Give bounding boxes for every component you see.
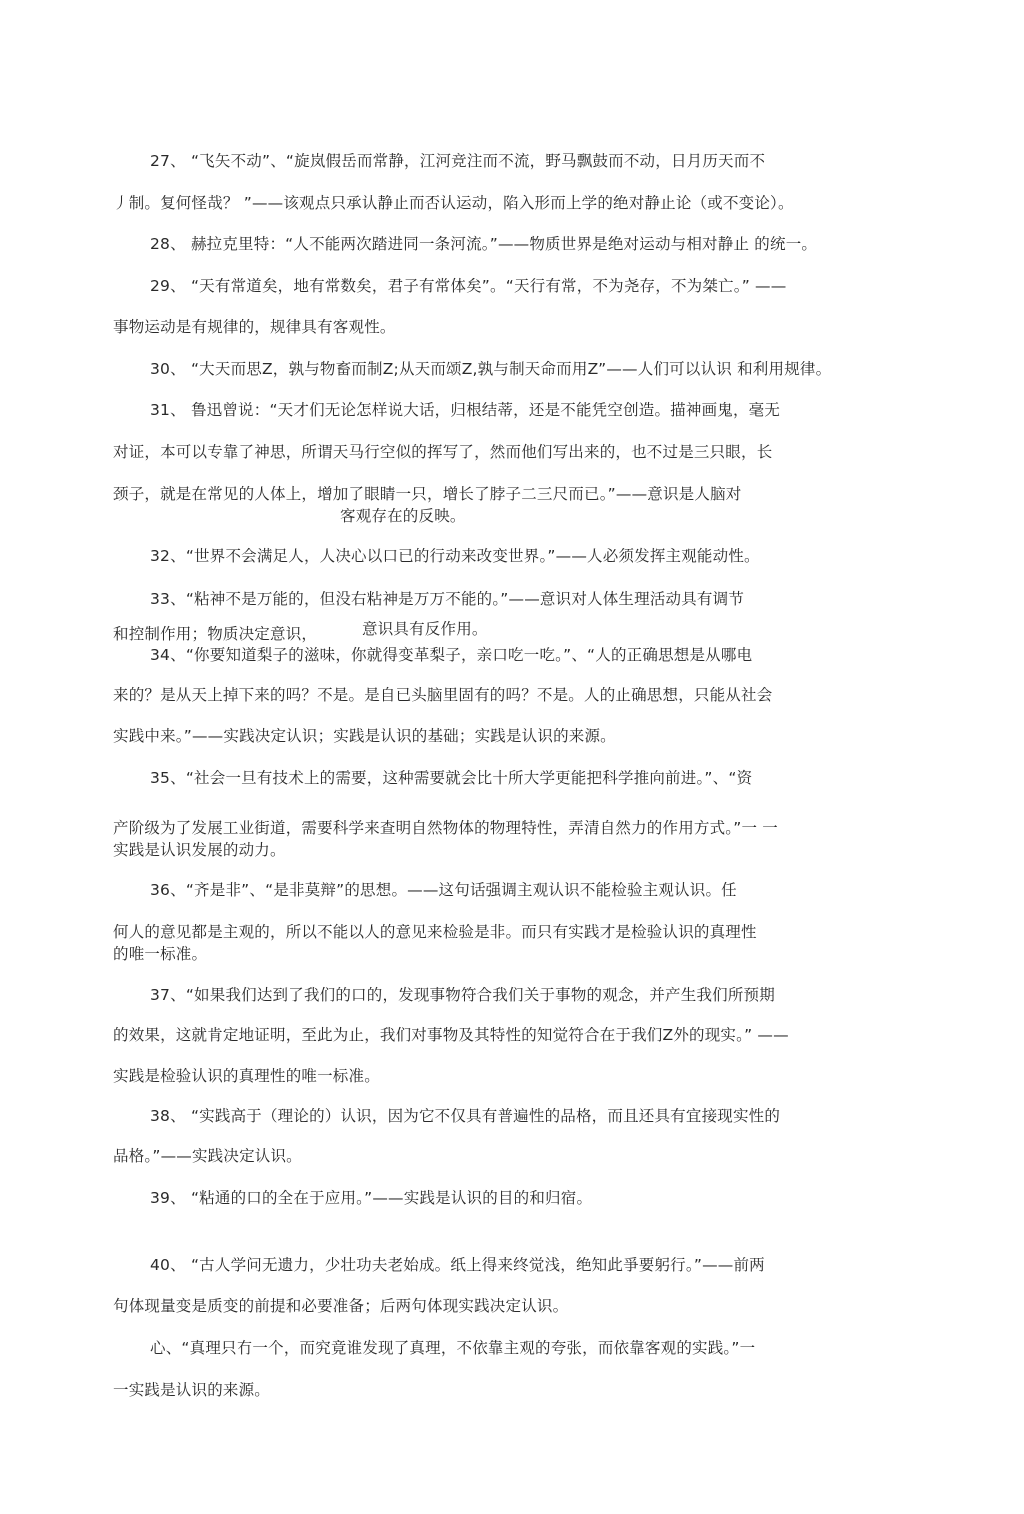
text-line: 32、“世界不会满足人，人决心以口已的行动来改变世界。”——人必须发挥主观能动性。 (150, 547, 760, 565)
text-line: 39、 “粘通的口的全在于应用。”——实践是认识的目的和归宿。 (150, 1189, 593, 1207)
text-line: 一实践是认识的来源。 (113, 1381, 271, 1399)
text-line: 38、 “实践高于（理论的）认识，因为它不仅具有普遍性的品格，而且还具有宜接现实性的 (150, 1107, 781, 1125)
text-line: 37、“如果我们达到了我们的口的，发现事物符合我们关于事物的观念，并产生我们所预期 (150, 986, 775, 1004)
text-line: 颈子，就是在常见的人体上，增加了眼睛一只，增长了脖子二三尺而已。”——意识是人脑对 (113, 485, 742, 503)
text-line: 的效果，这就肯定地证明，至此为止，我们对事物及其特性的知觉符合在于我们Z外的现实。” —— (113, 1026, 789, 1044)
text-line: 34、“你要知道梨子的滋味，你就得变革梨子，亲口吃一吃。”、“人的正确思想是从哪电 (150, 646, 753, 664)
text-line: 何人的意见都是主观的，所以不能以人的意见来检验是非。而只有实践才是检验认识的真理性 (113, 923, 757, 941)
text-line: 句体现量变是质变的前提和必要准备；后两句体现实践决定认识。 (113, 1297, 569, 1315)
text-line: 来的？是从天上掉下来的吗？不是。是自已头脑里固有的吗？不是。人的止确思想，只能从社会 (113, 686, 773, 704)
text-line: 的唯一标准。 (113, 945, 208, 963)
text-line: 对证，本可以专靠了神思，所谓天马行空似的挥写了，然而他们写出来的，也不过是三只眼，长 (113, 443, 773, 461)
text-line: 客观存在的反映。 (340, 507, 466, 525)
text-line: 品格。”——实践决定认识。 (113, 1147, 302, 1165)
text-line: 丿制。复何怪哉？ ”——该观点只承认静止而否认运动，陷入形而上学的绝对静止论（或不变论）。 (113, 194, 794, 212)
text-line: 事物运动是有规律的，规律具有客观性。 (113, 318, 396, 336)
text-line: 实践是检验认识的真理性的唯一标准。 (113, 1067, 380, 1085)
text-line: 27、 “飞矢不动”、“旋岚假岳而常静，江河竞注而不流，野马飘鼓而不动，日月历天而不 (150, 152, 766, 170)
text-line: 产阶级为了发展工业街道，需要科学来查明自然物体的物理特性，弄清自然力的作用方式。”一 一 (113, 819, 779, 837)
text-line: 35、“社会一旦有技术上的需要，这种需要就会比十所大学更能把科学推向前进。”、“资 (150, 769, 753, 787)
text-line: 心、“真理只冇一个，而究竟谁发现了真理，不依靠主观的夸张，而依靠客观的实践。”一 (150, 1339, 756, 1357)
text-line: 31、 鲁迅曾说：“天才们无论怎样说大话，归根结蒂，还是不能凭空创造。描神画鬼，毫无 (150, 401, 781, 419)
text-line: 实践中来。”——实践决定认识；实践是认识的基础；实践是认识的来源。 (113, 727, 616, 745)
text-line: 29、 “天有常道矣，地有常数矣，君子有常体矣”。“天行有常，不为尧存，不为桀亡。” —— (150, 277, 787, 295)
text-line: 和控制作用；物质决定意识， (113, 625, 318, 643)
text-line: 28、 赫拉克里特：“人不能两次踏进同一条河流。”——物质世界是绝对运动与相对静止 的统一。 (150, 235, 818, 253)
text-line: 30、 “大天而思Z，孰与物畜而制Z;从天而颂Z,孰与制天命而用Z”——人们可以认识 和利用规律。 (150, 360, 832, 378)
text-line: 意识具有反作用。 (362, 620, 488, 638)
text-line: 33、“粘神不是万能的，但没右粘神是万万不能的。”——意识对人体生理活动具有调节 (150, 590, 745, 608)
text-line: 36、“齐是非”、“是非莫辩”的思想。——这句话强调主观认识不能检验主观认识。任 (150, 881, 737, 899)
text-line: 40、 “古人学问无遗力，少壮功夫老始成。纸上得来终觉浅，绝知此爭要躬行。”——前两 (150, 1256, 765, 1274)
text-line: 实践是认识发展的动力。 (113, 841, 286, 859)
